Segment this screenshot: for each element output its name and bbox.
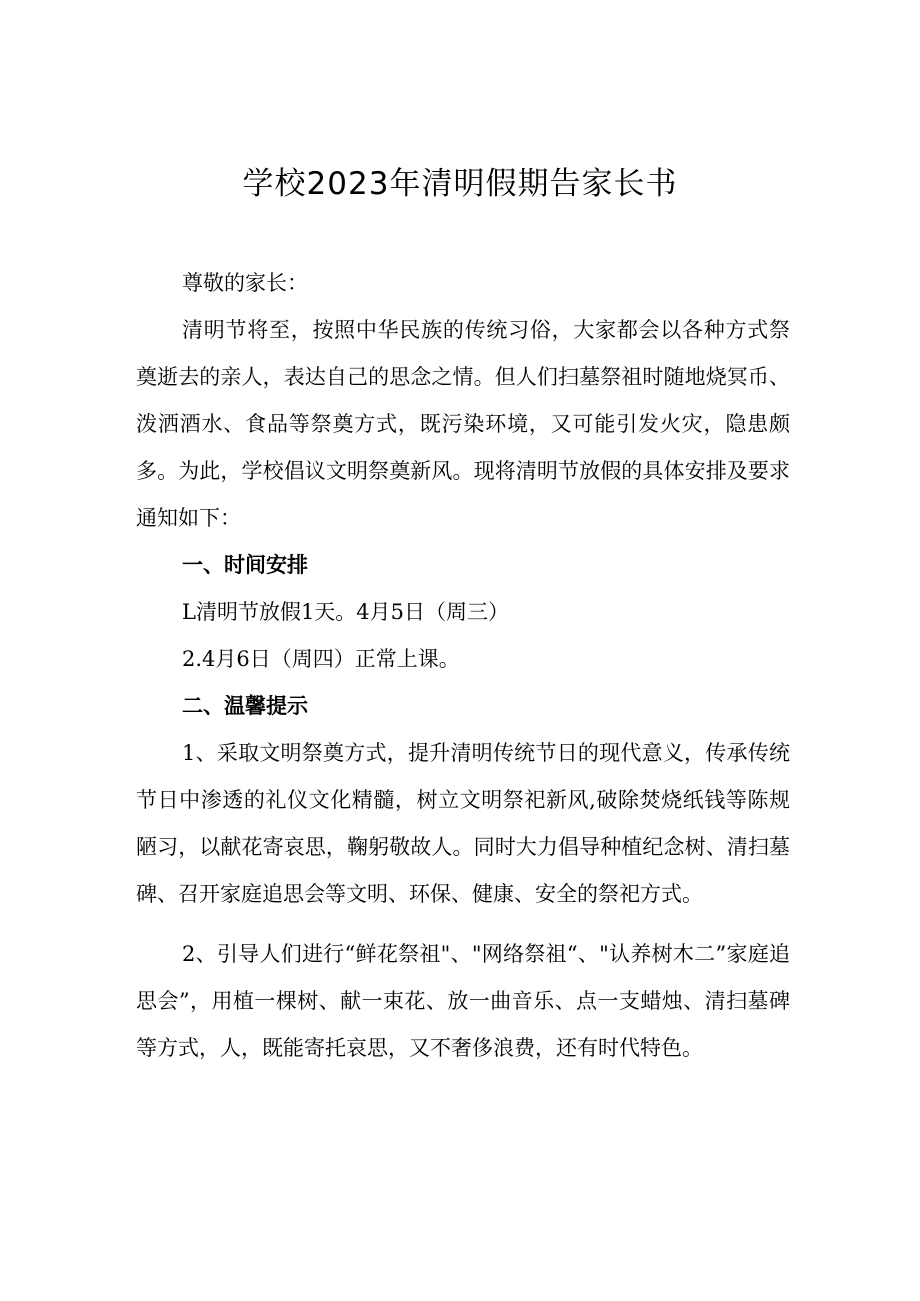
schedule-item: L清明节放假1天。4月5日（周三） [182,600,510,624]
tip-paragraph: 2、引导人们进行“鲜花祭祖"、"网络祭祖“、"认养树木二”家庭追思会”，用植一棵树、献一束花、放一曲音乐、点一支蜡烛、清扫墓碑等方式，人，既能寄托哀思，又不奢侈浪费，还有时代特色。 [136,942,790,1060]
document-title: 学校2023年清明假期告家长书 [242,166,678,202]
section-heading-tips: 二、温馨提示 [182,694,308,718]
tip-paragraph: 1、采取文明祭奠方式，提升清明传统节日的现代意义，传承传统节日中渗透的礼仪文化精髓，树立文明祭祀新风,破除焚烧纸钱等陈规陋习，以献花寄哀思，鞠躬敬故人。同时大力倡导种植纪念树、清扫墓碑、召开家庭追思会等文明、环保、健康、安全的祭祀方式。 [136,741,790,906]
intro-paragraph: 清明节将至，按照中华民族的传统习俗，大家都会以各种方式祭奠逝去的亲人，表达自己的思念之情。但人们扫墓祭祖时随地烧冥币、泼洒酒水、食品等祭奠方式，既污染环境，又可能引发火灾，隐患颇多。为此，学校倡议文明祭奠新风。现将清明节放假的具体安排及要求通知如下： [136,318,790,530]
salutation: 尊敬的家长： [182,271,308,295]
section-heading-schedule: 一、时间安排 [182,553,308,577]
document-body [136,260,790,1072]
schedule-item: 2.4月6日（周四）正常上课。 [182,647,460,671]
